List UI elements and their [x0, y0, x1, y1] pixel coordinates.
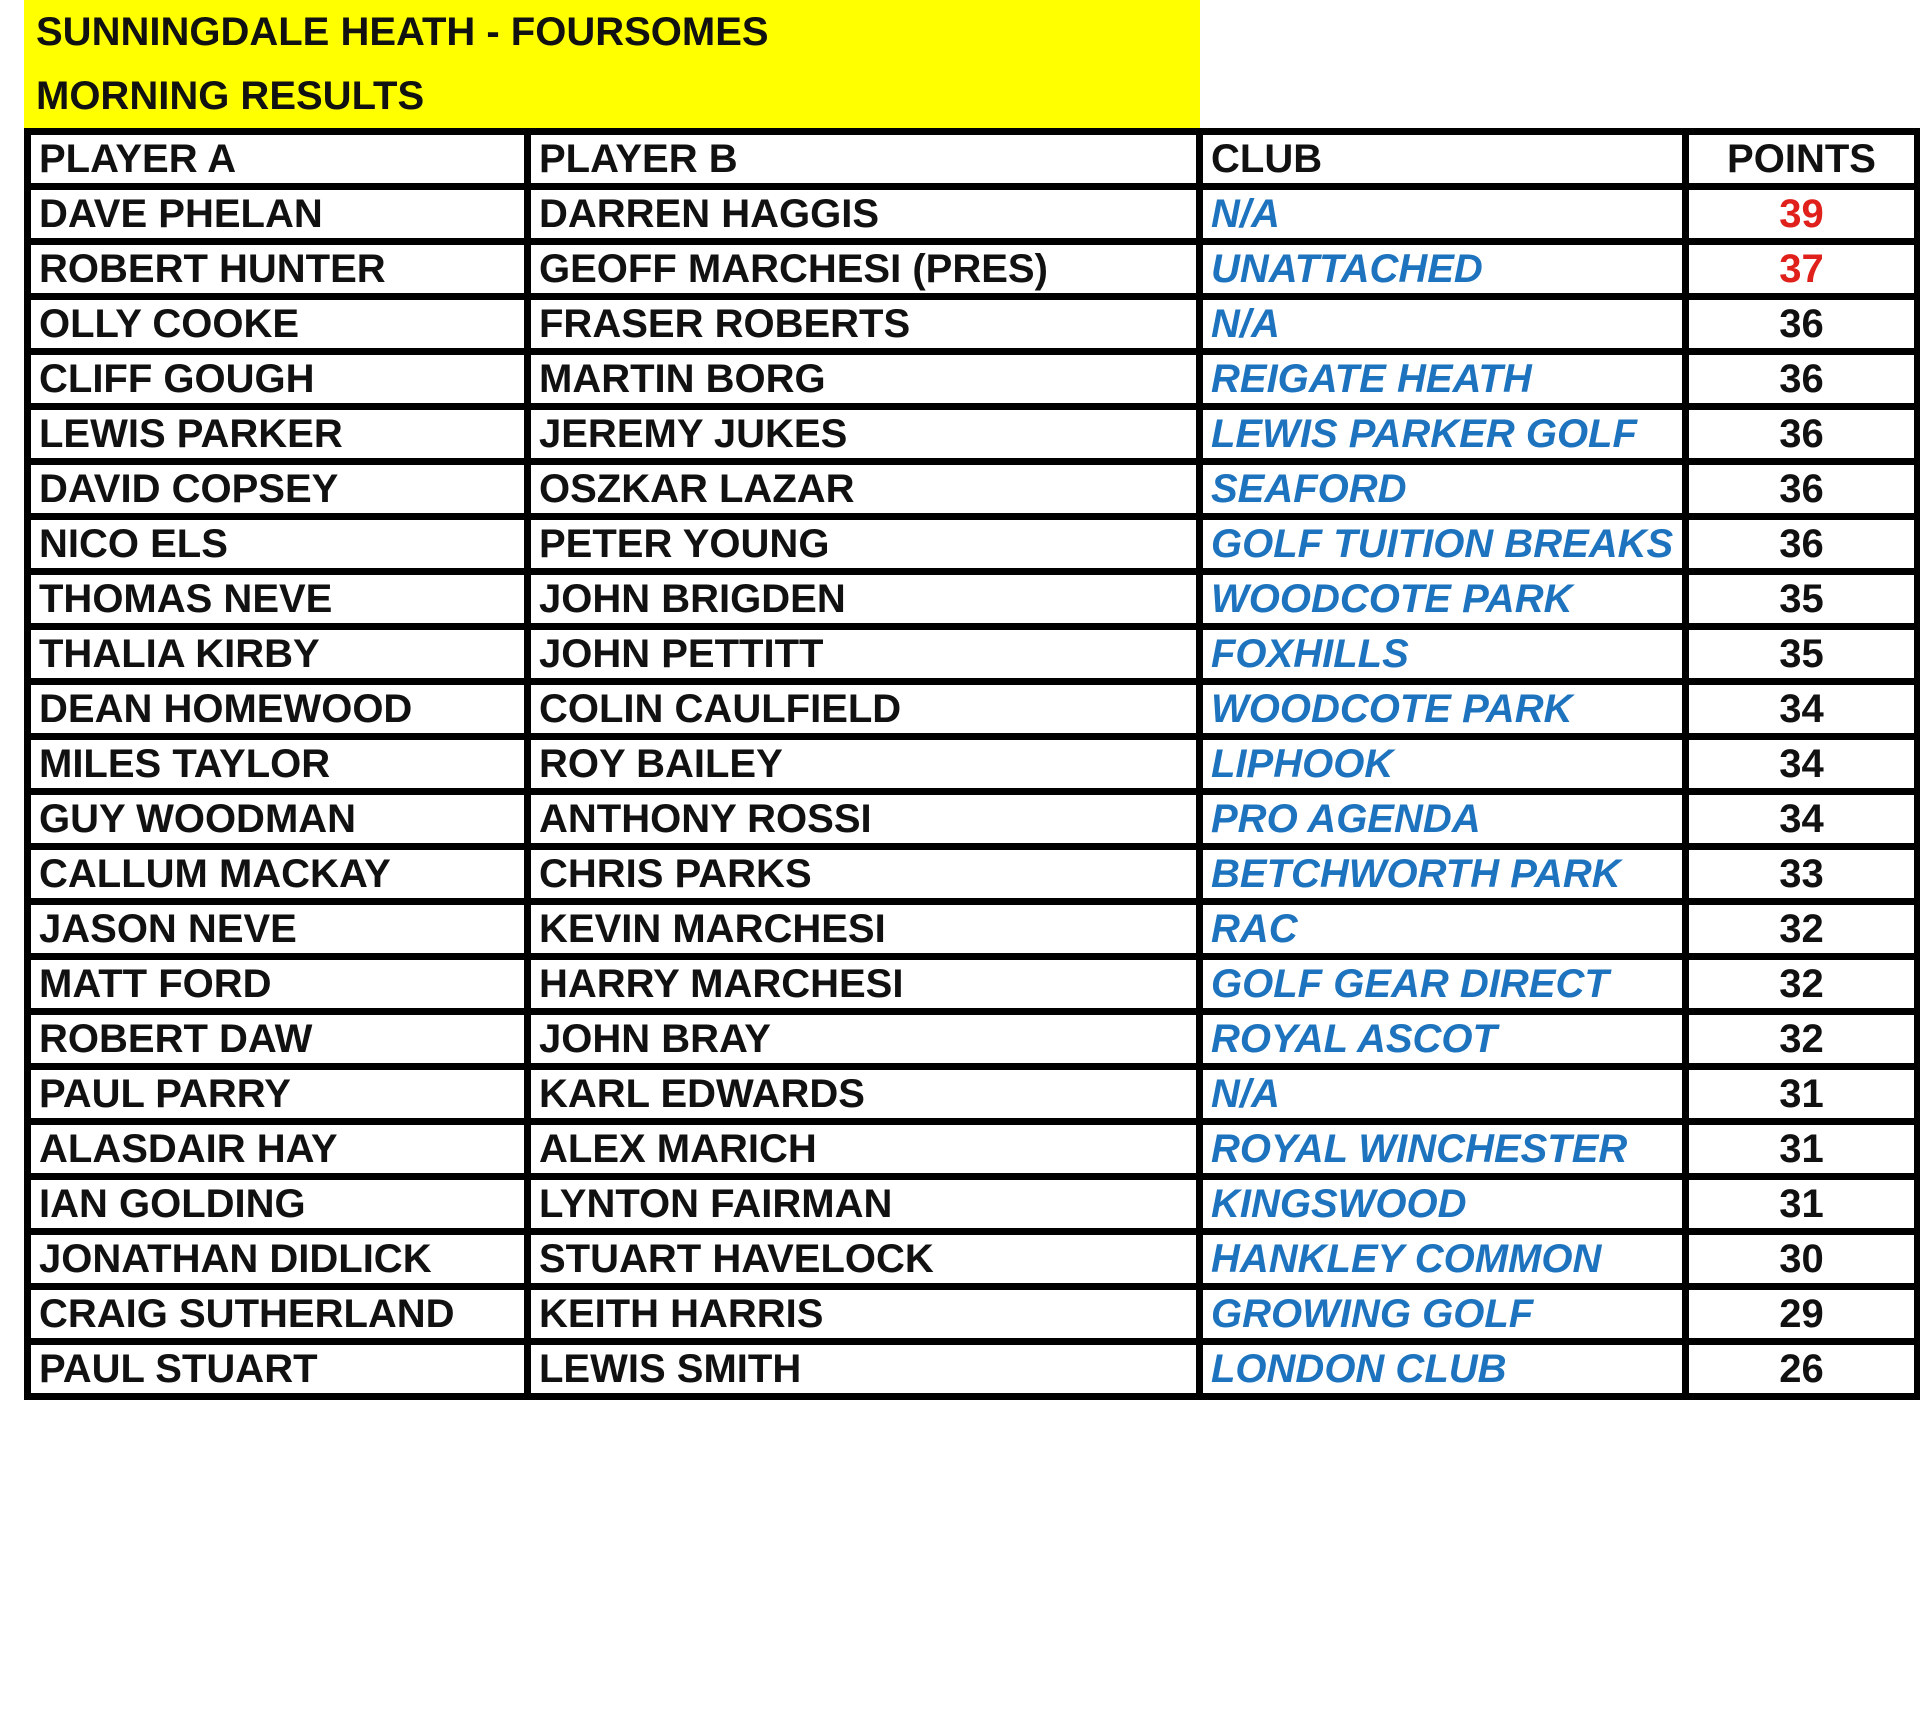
- player-a-cell: CRAIG SUTHERLAND: [28, 1287, 528, 1342]
- points-cell: 34: [1686, 792, 1918, 847]
- player-b-cell: PETER YOUNG: [528, 517, 1200, 572]
- player-a-cell: DAVE PHELAN: [28, 187, 528, 242]
- points-cell: 35: [1686, 627, 1918, 682]
- points-cell: 32: [1686, 1012, 1918, 1067]
- club-cell: KINGSWOOD: [1200, 1177, 1686, 1232]
- table-row: [28, 1067, 1918, 1122]
- club-cell: RAC: [1200, 902, 1686, 957]
- club-cell: LEWIS PARKER GOLF: [1200, 407, 1686, 462]
- player-a-cell: MATT FORD: [28, 957, 528, 1012]
- club-cell: GOLF TUITION BREAKS: [1200, 517, 1686, 572]
- points-cell: 34: [1686, 682, 1918, 737]
- points-cell: 37: [1686, 242, 1918, 297]
- points-cell: 29: [1686, 1287, 1918, 1342]
- club-cell: WOODCOTE PARK: [1200, 572, 1686, 627]
- player-b-cell: KEVIN MARCHESI: [528, 902, 1200, 957]
- table-row: [28, 297, 1918, 352]
- page-title: SUNNINGDALE HEATH - FOURSOMES: [36, 10, 769, 54]
- player-a-cell: ROBERT DAW: [28, 1012, 528, 1067]
- points-cell: 31: [1686, 1122, 1918, 1177]
- club-cell: GOLF GEAR DIRECT: [1200, 957, 1686, 1012]
- points-cell: 32: [1686, 957, 1918, 1012]
- title-banner: [24, 0, 1200, 128]
- table-row: [28, 407, 1918, 462]
- club-cell: WOODCOTE PARK: [1200, 682, 1686, 737]
- points-cell: 39: [1686, 187, 1918, 242]
- club-cell: ROYAL ASCOT: [1200, 1012, 1686, 1067]
- table-row: [28, 957, 1918, 1012]
- player-b-cell: GEOFF MARCHESI (PRES): [528, 242, 1200, 297]
- points-cell: 36: [1686, 297, 1918, 352]
- club-cell: LIPHOOK: [1200, 737, 1686, 792]
- table-row: [28, 847, 1918, 902]
- player-b-cell: ANTHONY ROSSI: [528, 792, 1200, 847]
- player-b-cell: HARRY MARCHESI: [528, 957, 1200, 1012]
- player-a-cell: PAUL STUART: [28, 1342, 528, 1397]
- player-a-cell: DAVID COPSEY: [28, 462, 528, 517]
- table-row: [28, 572, 1918, 627]
- header-player-b: PLAYER B: [528, 132, 1200, 187]
- player-b-cell: FRASER ROBERTS: [528, 297, 1200, 352]
- table-row: [28, 1232, 1918, 1287]
- player-a-cell: THOMAS NEVE: [28, 572, 528, 627]
- table-row: [28, 352, 1918, 407]
- club-cell: N/A: [1200, 1067, 1686, 1122]
- player-b-cell: CHRIS PARKS: [528, 847, 1200, 902]
- club-cell: SEAFORD: [1200, 462, 1686, 517]
- player-a-cell: JONATHAN DIDLICK: [28, 1232, 528, 1287]
- table-row: [28, 1177, 1918, 1232]
- table-row: [28, 682, 1918, 737]
- player-b-cell: ALEX MARICH: [528, 1122, 1200, 1177]
- player-a-cell: GUY WOODMAN: [28, 792, 528, 847]
- player-a-cell: MILES TAYLOR: [28, 737, 528, 792]
- player-b-cell: LEWIS SMITH: [528, 1342, 1200, 1397]
- results-table: [24, 128, 1920, 1400]
- player-a-cell: CLIFF GOUGH: [28, 352, 528, 407]
- player-a-cell: DEAN HOMEWOOD: [28, 682, 528, 737]
- player-a-cell: CALLUM MACKAY: [28, 847, 528, 902]
- player-b-cell: JOHN BRAY: [528, 1012, 1200, 1067]
- table-row: [28, 1122, 1918, 1177]
- player-b-cell: OSZKAR LAZAR: [528, 462, 1200, 517]
- points-cell: 36: [1686, 462, 1918, 517]
- table-row: [28, 737, 1918, 792]
- table-row: [28, 1287, 1918, 1342]
- club-cell: ROYAL WINCHESTER: [1200, 1122, 1686, 1177]
- table-row: [28, 792, 1918, 847]
- points-cell: 33: [1686, 847, 1918, 902]
- club-cell: BETCHWORTH PARK: [1200, 847, 1686, 902]
- player-b-cell: STUART HAVELOCK: [528, 1232, 1200, 1287]
- table-row: [28, 627, 1918, 682]
- results-body: [28, 187, 1918, 1397]
- club-cell: N/A: [1200, 187, 1686, 242]
- player-a-cell: PAUL PARRY: [28, 1067, 528, 1122]
- player-b-cell: MARTIN BORG: [528, 352, 1200, 407]
- club-cell: LONDON CLUB: [1200, 1342, 1686, 1397]
- club-cell: REIGATE HEATH: [1200, 352, 1686, 407]
- club-cell: HANKLEY COMMON: [1200, 1232, 1686, 1287]
- player-b-cell: JOHN BRIGDEN: [528, 572, 1200, 627]
- player-b-cell: DARREN HAGGIS: [528, 187, 1200, 242]
- points-cell: 32: [1686, 902, 1918, 957]
- player-a-cell: NICO ELS: [28, 517, 528, 572]
- player-b-cell: ROY BAILEY: [528, 737, 1200, 792]
- points-cell: 26: [1686, 1342, 1918, 1397]
- player-a-cell: ROBERT HUNTER: [28, 242, 528, 297]
- club-cell: GROWING GOLF: [1200, 1287, 1686, 1342]
- table-row: [28, 187, 1918, 242]
- points-cell: 36: [1686, 517, 1918, 572]
- player-a-cell: JASON NEVE: [28, 902, 528, 957]
- player-a-cell: OLLY COOKE: [28, 297, 528, 352]
- table-row: [28, 242, 1918, 297]
- player-a-cell: THALIA KIRBY: [28, 627, 528, 682]
- club-cell: UNATTACHED: [1200, 242, 1686, 297]
- player-b-cell: KEITH HARRIS: [528, 1287, 1200, 1342]
- player-a-cell: LEWIS PARKER: [28, 407, 528, 462]
- club-cell: N/A: [1200, 297, 1686, 352]
- player-b-cell: JEREMY JUKES: [528, 407, 1200, 462]
- table-row: [28, 1012, 1918, 1067]
- points-cell: 31: [1686, 1067, 1918, 1122]
- header-club: CLUB: [1200, 132, 1686, 187]
- header-points: POINTS: [1686, 132, 1918, 187]
- table-row: [28, 1342, 1918, 1397]
- points-cell: 30: [1686, 1232, 1918, 1287]
- club-cell: FOXHILLS: [1200, 627, 1686, 682]
- header-player-a: PLAYER A: [28, 132, 528, 187]
- page-subtitle: MORNING RESULTS: [36, 74, 425, 118]
- player-b-cell: JOHN PETTITT: [528, 627, 1200, 682]
- points-cell: 36: [1686, 407, 1918, 462]
- player-b-cell: KARL EDWARDS: [528, 1067, 1200, 1122]
- points-cell: 36: [1686, 352, 1918, 407]
- club-cell: PRO AGENDA: [1200, 792, 1686, 847]
- points-cell: 31: [1686, 1177, 1918, 1232]
- points-cell: 35: [1686, 572, 1918, 627]
- header-row: [28, 132, 1918, 187]
- table-row: [28, 902, 1918, 957]
- player-b-cell: LYNTON FAIRMAN: [528, 1177, 1200, 1232]
- player-a-cell: ALASDAIR HAY: [28, 1122, 528, 1177]
- player-a-cell: IAN GOLDING: [28, 1177, 528, 1232]
- player-b-cell: COLIN CAULFIELD: [528, 682, 1200, 737]
- table-row: [28, 462, 1918, 517]
- points-cell: 34: [1686, 737, 1918, 792]
- table-row: [28, 517, 1918, 572]
